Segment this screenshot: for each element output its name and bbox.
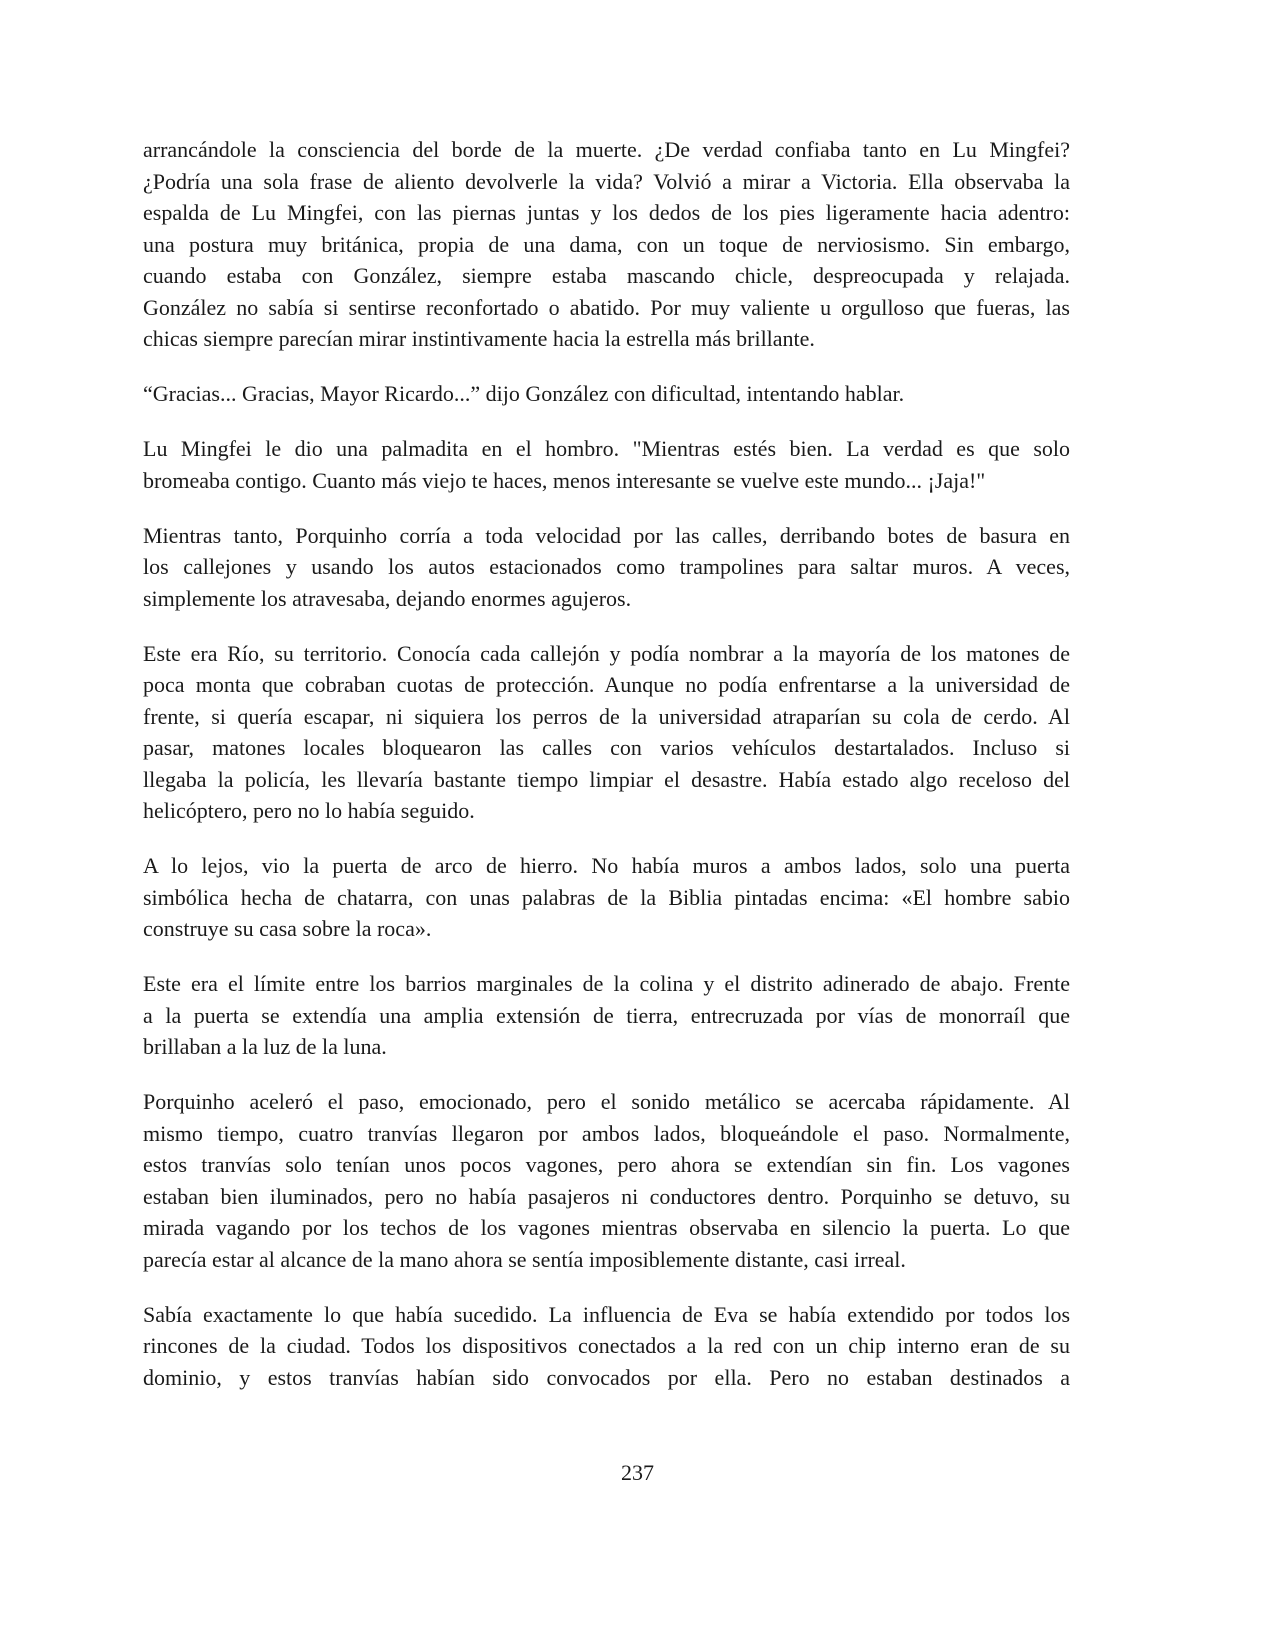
text-line: los callejones y usando los autos estacionados como trampolines para saltar muros. A veces, [143, 554, 1070, 579]
text-line: González no sabía si sentirse reconfortado o abatido. Por muy valiente u orgulloso que fueras, las [143, 294, 1070, 320]
text-line: espalda de Lu Mingfei, con las piernas juntas y los dedos de los pies ligeramente hacia adentro: [143, 200, 1070, 225]
text-line: A lo lejos, vio la puerta de arco de hierro. No había muros a ambos lados, solo una puerta [143, 853, 1070, 878]
text-line: Este era el límite entre los barrios marginales de la colina y el distrito adinerado de abajo. Frente [143, 971, 1070, 996]
text-line: Este era Río, su territorio. Conocía cada callejón y podía nombrar a la mayoría de los matones de [143, 640, 1070, 666]
page-number: 237 [621, 1460, 654, 1485]
paragraph [143, 433, 1070, 496]
paragraph [143, 378, 1070, 410]
text-line: Porquinho aceleró el paso, emocionado, pero el sonido metálico se acercaba rápidamente. Al [143, 1089, 1070, 1114]
text-line: bromeaba contigo. Cuanto más viejo te haces, menos interesante se vuelve este mundo... ¡Jaja!" [143, 467, 986, 493]
text-line: poca monta que cobraban cuotas de protección. Aunque no podía enfrentarse a la universidad de [143, 672, 1070, 697]
paragraph [143, 850, 1070, 945]
paragraph [143, 520, 1070, 615]
page-body [143, 134, 1070, 1417]
text-line: brillaban a la luz de la luna. [143, 1034, 387, 1059]
text-line: a la puerta se extendía una amplia extensión de tierra, entrecruzada por vías de monorraíl que [143, 1002, 1070, 1028]
paragraph [143, 134, 1070, 355]
paragraph [143, 638, 1070, 827]
text-line: mismo tiempo, cuatro tranvías llegaron por ambos lados, bloqueándole el paso. Normalmente, [143, 1120, 1070, 1146]
text-line: construye su casa sobre la roca». [143, 916, 432, 941]
text-line: Sabía exactamente lo que había sucedido. La influencia de Eva se había extendido por todos los [143, 1301, 1070, 1327]
text-line: Mientras tanto, Porquinho corría a toda velocidad por las calles, derribando botes de basura en [143, 522, 1070, 548]
paragraph [143, 1086, 1070, 1275]
text-line: pasar, matones locales bloquearon las calles con varios vehículos destartalados. Incluso si [143, 735, 1070, 760]
text-line: simplemente los atravesaba, dejando enormes agujeros. [143, 585, 632, 611]
text-line: Lu Mingfei le dio una palmadita en el hombro. "Mientras estés bien. La verdad es que solo [143, 436, 1070, 461]
text-line: estos tranvías solo tenían unos pocos vagones, pero ahora se extendían sin fin. Los vagones [143, 1152, 1070, 1177]
text-line: dominio, y estos tranvías habían sido convocados por ella. Pero no estaban destinados a [143, 1364, 1070, 1390]
text-line: rincones de la ciudad. Todos los dispositivos conectados a la red con un chip interno eran de su [143, 1333, 1070, 1358]
text-line: mirada vagando por los techos de los vagones mientras observaba en silencio la puerta. Lo que [143, 1215, 1070, 1240]
paragraph [143, 1299, 1070, 1394]
text-line: ¿Podría una sola frase de aliento devolverle la vida? Volvió a mirar a Victoria. Ella observaba la [143, 168, 1070, 194]
text-line: una postura muy británica, propia de una dama, con un toque de nerviosismo. Sin embargo, [143, 231, 1070, 257]
text-line: llegaba la policía, les llevaría bastante tiempo limpiar el desastre. Había estado algo receloso del [143, 766, 1070, 792]
text-line: parecía estar al alcance de la mano ahora se sentía imposiblemente distante, casi irreal. [143, 1246, 906, 1272]
text-line: chicas siempre parecían mirar instintivamente hacia la estrella más brillante. [143, 326, 815, 351]
text-line: helicóptero, pero no lo había seguido. [143, 798, 475, 823]
paragraph [143, 968, 1070, 1063]
text-line: arrancándole la consciencia del borde de la muerte. ¿De verdad confiaba tanto en Lu Mingfei? [143, 137, 1070, 162]
text-line: cuando estaba con González, siempre estaba mascando chicle, despreocupada y relajada. [143, 263, 1070, 288]
text-line: estaban bien iluminados, pero no había pasajeros ni conductores dentro. Porquinho se detuvo, su [143, 1183, 1070, 1209]
text-line: frente, si quería escapar, ni siquiera los perros de la universidad atraparían su cola de cerdo. Al [143, 703, 1070, 729]
text-line: “Gracias... Gracias, Mayor Ricardo...” dijo González con dificultad, intentando hablar. [143, 381, 905, 406]
text-line: simbólica hecha de chatarra, con unas palabras de la Biblia pintadas encima: «El hombre sabio [143, 884, 1070, 910]
